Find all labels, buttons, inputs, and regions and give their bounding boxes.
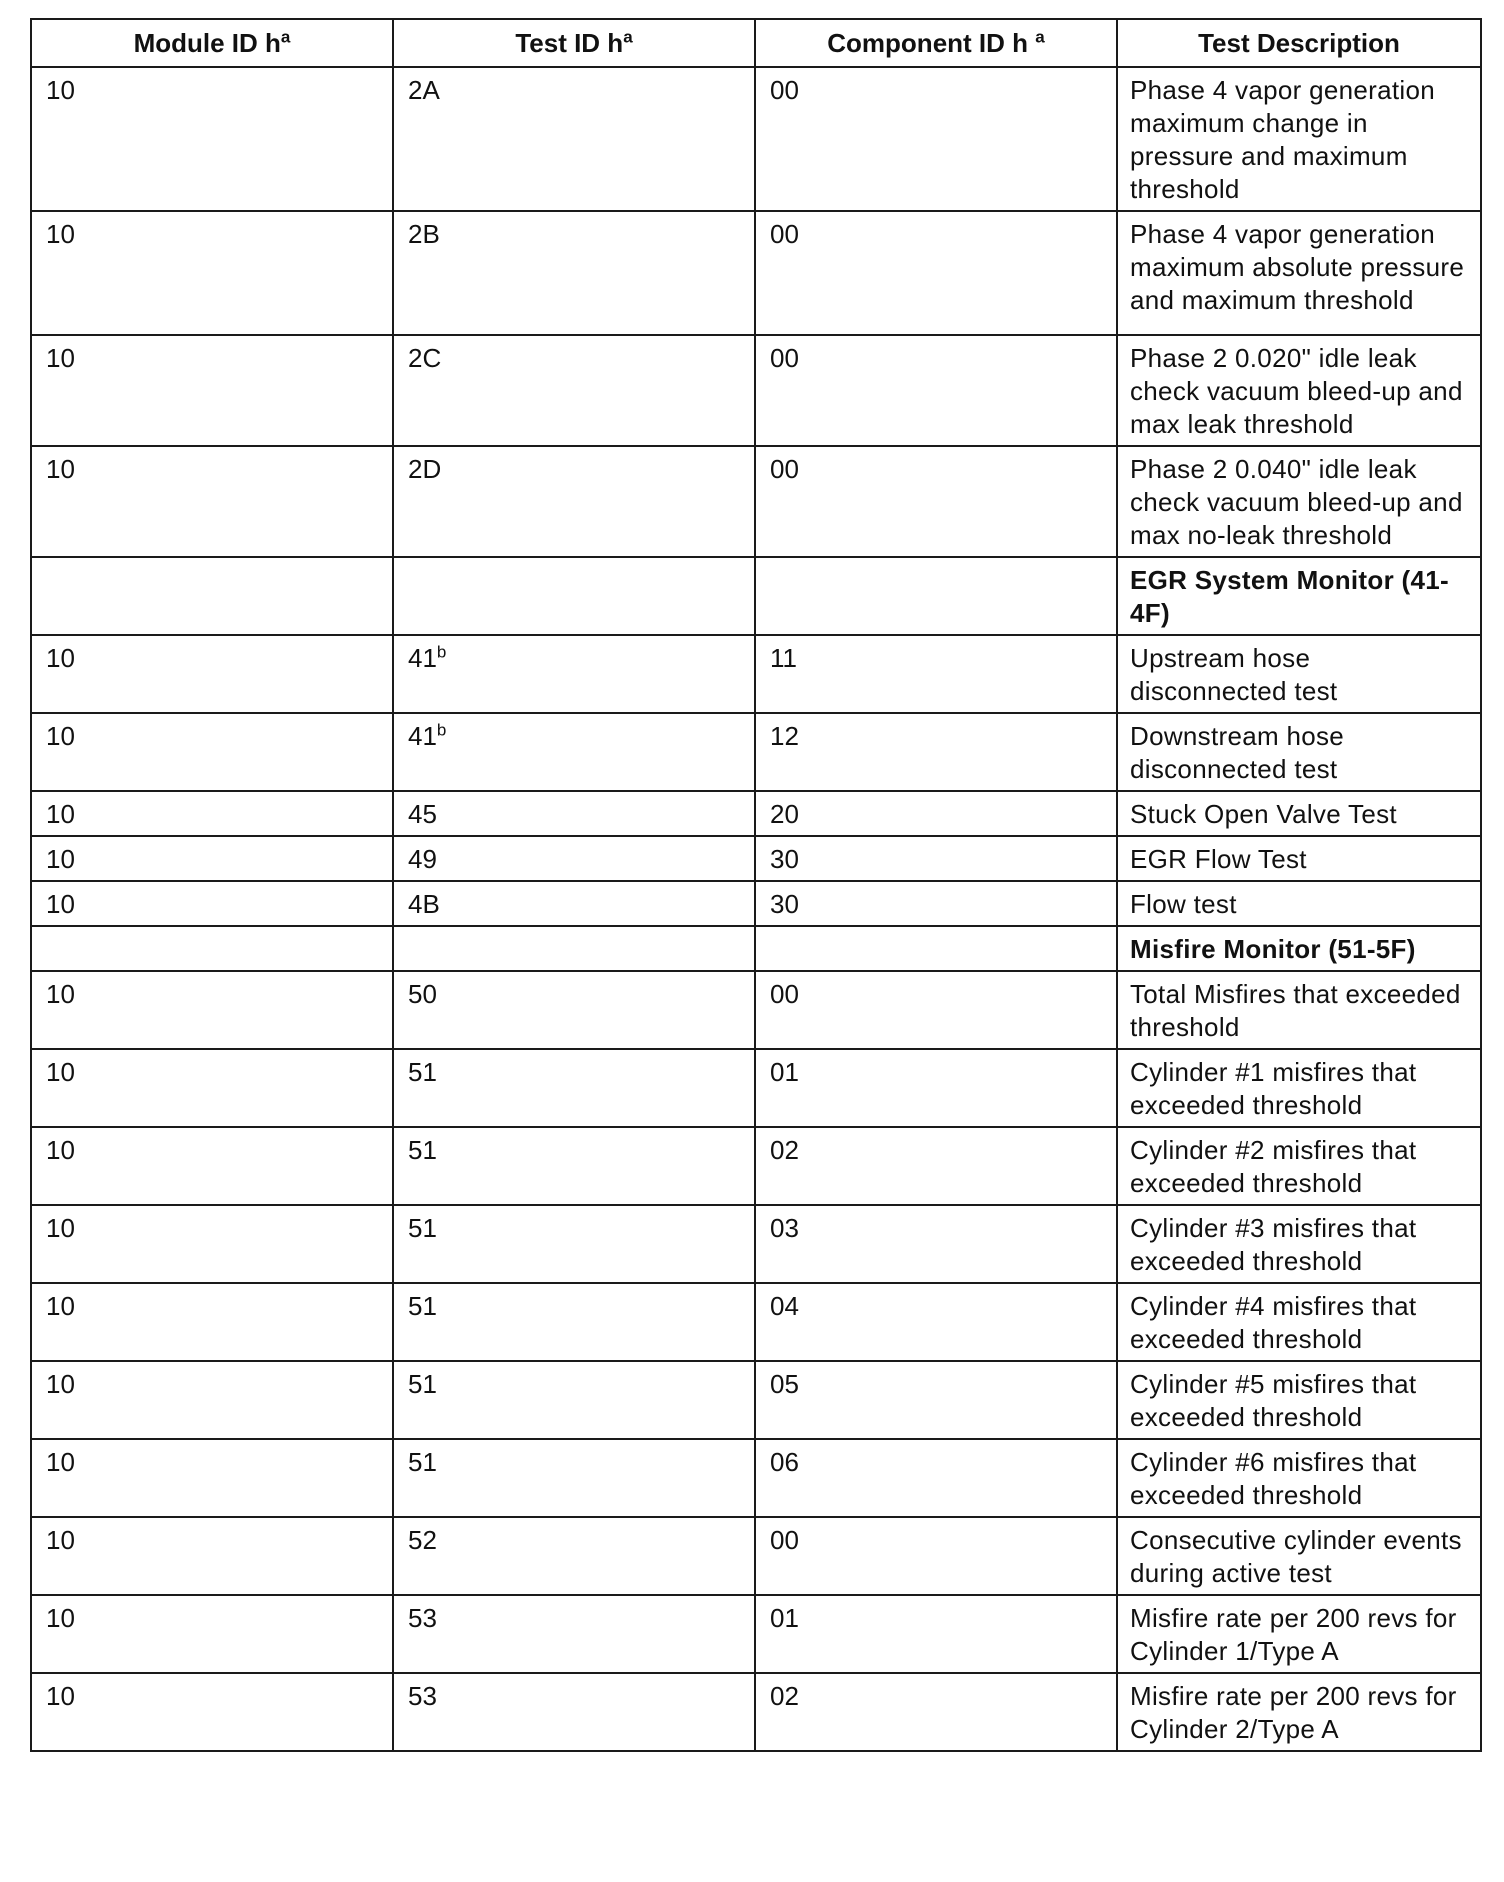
cell-test-description (1117, 1595, 1481, 1673)
table-row (31, 1439, 1481, 1517)
cell-test-description-text: Phase 2 0.040" idle leak check vacuum bleed-up and max no-leak threshold (1130, 454, 1463, 550)
cell-component-id (755, 1517, 1117, 1595)
header-module-id: Module ID $h^a$ (31, 19, 393, 67)
cell-module-id (31, 713, 393, 791)
cell-test-description (1117, 1283, 1481, 1361)
table-row (31, 1673, 1481, 1751)
cell-test-description-text: Total Misfires that exceeded threshold (1130, 979, 1461, 1042)
cell-test-description-text: Cylinder #1 misfires that exceeded threshold (1130, 1057, 1417, 1120)
cell-test-description-text: Cylinder #5 misfires that exceeded threshold (1130, 1369, 1417, 1432)
table-row (31, 836, 1481, 881)
cell-component-id (755, 1049, 1117, 1127)
cell-test-id (393, 557, 755, 635)
cell-module-id (31, 1127, 393, 1205)
cell-component-id (755, 1205, 1117, 1283)
cell-test-id-text: 49 (408, 844, 437, 874)
table-row (31, 635, 1481, 713)
cell-test-id (393, 335, 755, 446)
cell-component-id (755, 1283, 1117, 1361)
cell-test-id-text: 51 (408, 1135, 437, 1165)
header-component-id: Component ID h $^a$ (755, 19, 1117, 67)
cell-component-id (755, 211, 1117, 335)
cell-test-description-text: Downstream hose disconnected test (1130, 721, 1345, 784)
cell-module-id-text: 10 (46, 219, 75, 249)
table-row (31, 1361, 1481, 1439)
cell-test-description (1117, 635, 1481, 713)
cell-component-id (755, 791, 1117, 836)
cell-module-id-text: 10 (46, 1369, 75, 1399)
cell-module-id (31, 971, 393, 1049)
cell-test-id-text: 41 (408, 643, 437, 673)
cell-component-id (755, 926, 1117, 971)
table-row (31, 1205, 1481, 1283)
cell-component-id-text: 00 (770, 219, 799, 249)
cell-component-id (755, 1673, 1117, 1751)
cell-module-id (31, 1517, 393, 1595)
cell-test-description-text: Misfire rate per 200 revs for Cylinder 2/Type A (1130, 1681, 1457, 1744)
cell-component-id-text: 02 (770, 1135, 799, 1165)
cell-component-id (755, 446, 1117, 557)
cell-test-id (393, 1595, 755, 1673)
cell-module-id (31, 557, 393, 635)
cell-test-description-text: EGR System Monitor (41-4F) (1130, 565, 1449, 628)
header-test-id: Test ID $h^a$ (393, 19, 755, 67)
cell-component-id (755, 836, 1117, 881)
cell-module-id (31, 1049, 393, 1127)
cell-module-id (31, 926, 393, 971)
table-row (31, 971, 1481, 1049)
cell-test-description-text: Upstream hose disconnected test (1130, 643, 1338, 706)
cell-module-id (31, 1439, 393, 1517)
cell-test-description (1117, 926, 1481, 971)
cell-module-id (31, 1673, 393, 1751)
cell-test-description (1117, 971, 1481, 1049)
cell-module-id-text: 10 (46, 643, 75, 673)
cell-module-id (31, 67, 393, 211)
cell-test-id-text: 2C (408, 343, 442, 373)
cell-test-id-text: 41 (408, 721, 437, 751)
table-row (31, 1127, 1481, 1205)
cell-component-id (755, 67, 1117, 211)
cell-test-description-text: Cylinder #6 misfires that exceeded threshold (1130, 1447, 1417, 1510)
table-row (31, 1595, 1481, 1673)
cell-test-description-text: EGR Flow Test (1130, 844, 1307, 874)
cell-test-id (393, 1049, 755, 1127)
cell-module-id (31, 635, 393, 713)
cell-test-description (1117, 67, 1481, 211)
cell-component-id-text: 01 (770, 1057, 799, 1087)
cell-test-id-text: 2B (408, 219, 440, 249)
cell-component-id (755, 1595, 1117, 1673)
table-row (31, 67, 1481, 211)
cell-component-id-text: 12 (770, 721, 799, 751)
cell-test-description (1117, 1517, 1481, 1595)
cell-component-id-text: 30 (770, 889, 799, 919)
cell-test-description-text: Cylinder #3 misfires that exceeded threshold (1130, 1213, 1417, 1276)
cell-test-id (393, 1205, 755, 1283)
table-header-row (31, 19, 1481, 67)
cell-test-id (393, 926, 755, 971)
cell-test-id (393, 635, 755, 713)
section-row (31, 557, 1481, 635)
cell-module-id (31, 335, 393, 446)
cell-test-description-text: Phase 4 vapor generation maximum change in pressure and maximum threshold (1130, 75, 1435, 204)
cell-component-id-text: 00 (770, 1525, 799, 1555)
cell-test-id-text: 2D (408, 454, 442, 484)
cell-module-id-text: 10 (46, 1057, 75, 1087)
cell-module-id-text: 10 (46, 979, 75, 1009)
cell-module-id-text: 10 (46, 1603, 75, 1633)
cell-test-description (1117, 1439, 1481, 1517)
cell-test-description-text: Phase 2 0.020" idle leak check vacuum bleed-up and max leak threshold (1130, 343, 1463, 439)
cell-test-description (1117, 791, 1481, 836)
cell-test-id-text: 51 (408, 1447, 437, 1477)
cell-test-description (1117, 211, 1481, 335)
cell-component-id-text: 00 (770, 343, 799, 373)
cell-test-description (1117, 836, 1481, 881)
cell-test-description-text: Misfire rate per 200 revs for Cylinder 1/Type A (1130, 1603, 1457, 1666)
cell-test-description (1117, 335, 1481, 446)
table-row (31, 791, 1481, 836)
cell-module-id-text: 10 (46, 343, 75, 373)
cell-test-description (1117, 1127, 1481, 1205)
cell-test-description-text: Consecutive cylinder events during active test (1130, 1525, 1462, 1588)
cell-component-id-text: 00 (770, 75, 799, 105)
cell-module-id-text: 10 (46, 889, 75, 919)
table-row (31, 211, 1481, 335)
cell-test-description (1117, 1673, 1481, 1751)
cell-module-id (31, 1361, 393, 1439)
footnote-marker: b (436, 720, 447, 740)
cell-test-id (393, 971, 755, 1049)
cell-test-id (393, 881, 755, 926)
cell-test-description (1117, 1205, 1481, 1283)
cell-test-id (393, 1361, 755, 1439)
cell-test-description-text: Cylinder #4 misfires that exceeded threshold (1130, 1291, 1417, 1354)
cell-component-id-text: 05 (770, 1369, 799, 1399)
cell-component-id-text: 02 (770, 1681, 799, 1711)
cell-component-id (755, 881, 1117, 926)
cell-module-id-text: 10 (46, 454, 75, 484)
cell-test-description (1117, 1361, 1481, 1439)
cell-component-id (755, 1439, 1117, 1517)
cell-test-id-text: 50 (408, 979, 437, 1009)
cell-component-id-text: 00 (770, 454, 799, 484)
cell-test-description-text: Cylinder #2 misfires that exceeded threshold (1130, 1135, 1417, 1198)
cell-test-description-text: Phase 4 vapor generation maximum absolute pressure and maximum threshold (1130, 219, 1465, 315)
cell-test-description (1117, 1049, 1481, 1127)
cell-test-id (393, 446, 755, 557)
cell-component-id-text: 03 (770, 1213, 799, 1243)
cell-test-id (393, 836, 755, 881)
cell-test-id-text: 51 (408, 1213, 437, 1243)
cell-component-id-text: 01 (770, 1603, 799, 1633)
table-row (31, 881, 1481, 926)
cell-module-id (31, 1205, 393, 1283)
cell-test-description-text: Stuck Open Valve Test (1130, 799, 1397, 829)
cell-module-id (31, 791, 393, 836)
cell-test-description (1117, 557, 1481, 635)
cell-test-id (393, 713, 755, 791)
cell-test-id (393, 791, 755, 836)
cell-component-id-text: 06 (770, 1447, 799, 1477)
monitor-test-table (30, 18, 1482, 1752)
cell-component-id (755, 713, 1117, 791)
cell-component-id-text: 30 (770, 844, 799, 874)
cell-module-id (31, 1283, 393, 1361)
cell-test-description-text: Flow test (1130, 889, 1237, 919)
cell-module-id-text: 10 (46, 1135, 75, 1165)
cell-test-id (393, 211, 755, 335)
cell-test-id (393, 1517, 755, 1595)
cell-component-id (755, 971, 1117, 1049)
cell-module-id-text: 10 (46, 844, 75, 874)
cell-module-id-text: 10 (46, 1525, 75, 1555)
cell-module-id-text: 10 (46, 1291, 75, 1321)
cell-component-id (755, 1127, 1117, 1205)
cell-module-id-text: 10 (46, 799, 75, 829)
cell-module-id (31, 1595, 393, 1673)
table-row (31, 713, 1481, 791)
cell-module-id-text: 10 (46, 721, 75, 751)
cell-component-id (755, 557, 1117, 635)
cell-test-id (393, 1127, 755, 1205)
cell-test-id-text: 51 (408, 1057, 437, 1087)
cell-test-id-text: 4B (408, 889, 440, 919)
cell-component-id-text: 00 (770, 979, 799, 1009)
cell-test-id-text: 51 (408, 1369, 437, 1399)
table-row (31, 1283, 1481, 1361)
cell-module-id (31, 446, 393, 557)
footnote-marker: b (436, 642, 447, 662)
cell-test-id-text: 53 (408, 1681, 437, 1711)
cell-test-description-text: Misfire Monitor (51-5F) (1130, 934, 1416, 964)
cell-module-id-text: 10 (46, 75, 75, 105)
cell-test-id (393, 1673, 755, 1751)
cell-test-id-text: 51 (408, 1291, 437, 1321)
cell-test-description (1117, 713, 1481, 791)
cell-module-id-text: 10 (46, 1213, 75, 1243)
cell-test-description (1117, 881, 1481, 926)
cell-test-id-text: 52 (408, 1525, 437, 1555)
cell-test-id (393, 67, 755, 211)
cell-test-description (1117, 446, 1481, 557)
cell-component-id (755, 635, 1117, 713)
cell-module-id (31, 836, 393, 881)
cell-module-id-text: 10 (46, 1681, 75, 1711)
cell-test-id-text: 2A (408, 75, 440, 105)
cell-module-id (31, 881, 393, 926)
cell-test-id (393, 1439, 755, 1517)
cell-component-id-text: 04 (770, 1291, 799, 1321)
header-test-description: Test Description (1117, 19, 1481, 67)
cell-test-id (393, 1283, 755, 1361)
section-row (31, 926, 1481, 971)
cell-module-id-text: 10 (46, 1447, 75, 1477)
table-row (31, 446, 1481, 557)
table-row (31, 335, 1481, 446)
cell-component-id (755, 335, 1117, 446)
cell-module-id (31, 211, 393, 335)
table-row (31, 1517, 1481, 1595)
cell-test-id-text: 45 (408, 799, 437, 829)
cell-component-id-text: 11 (770, 643, 797, 673)
cell-test-id-text: 53 (408, 1603, 437, 1633)
cell-component-id (755, 1361, 1117, 1439)
table-row (31, 1049, 1481, 1127)
cell-component-id-text: 20 (770, 799, 799, 829)
